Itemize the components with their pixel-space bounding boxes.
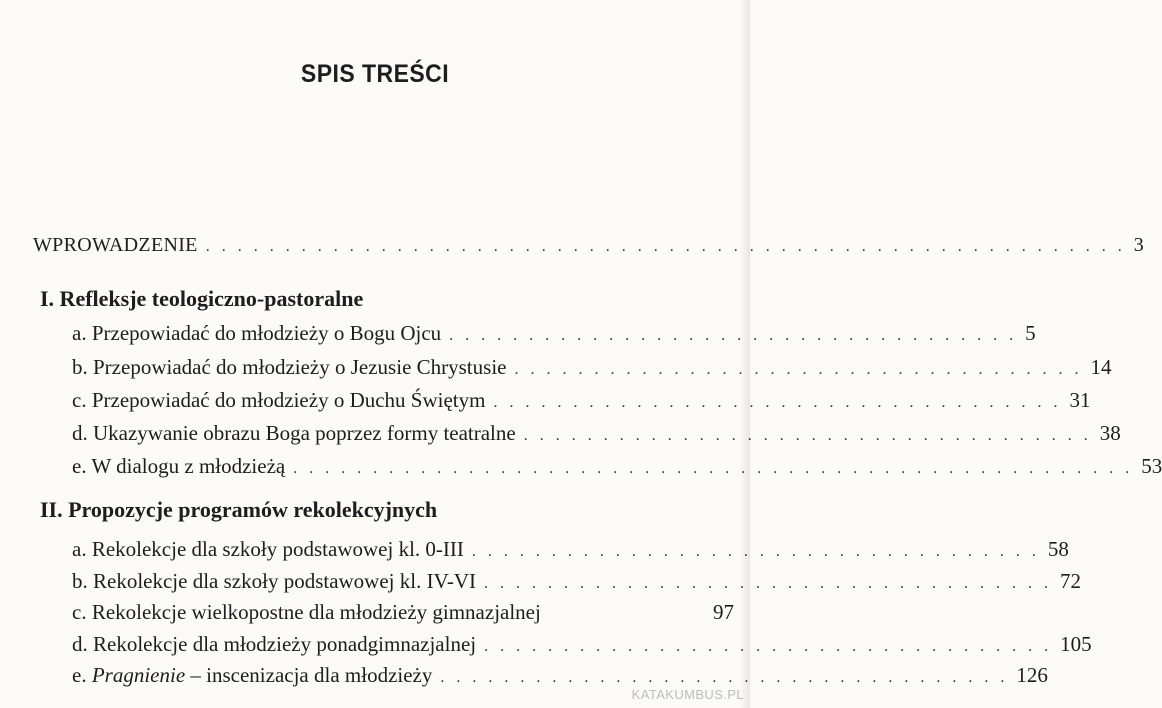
toc-entry[interactable] [72,454,1162,479]
toc-page-number: 105 [1060,632,1092,656]
dot-leader: . . . . . . . . . . . . . . . . . . . . . . . . . . . . . . . . . . . . [483,575,1052,592]
toc-page-number: 126 [1016,663,1048,687]
dot-leader: . . . . . . . . . . . . . . . . . . . . . . . . . . . . . . . . . . . . [523,427,1092,444]
section-heading-2: II. Propozycje programów rekolekcyjnych [40,497,438,522]
entry-suffix: – inscenizacja dla młodzieży [185,663,433,687]
toc-page-number: 58 [1047,537,1069,561]
toc-entry-label: a. Przepowiadać do młodzieży o Bogu Ojcu [72,321,442,345]
toc-entry[interactable] [72,388,1091,413]
toc-entry[interactable] [72,632,1092,657]
toc-page-number: 72 [1059,569,1081,593]
page-edge-shadow [740,0,750,708]
dot-leader: . . . . . . . . . . . . . . . . . . . . . . . . . . . . . . . . . . . . [493,394,1062,411]
toc-entry[interactable] [72,355,1112,380]
toc-entry-label: d. Rekolekcje dla młodzieży ponadgimnazjalnej [72,632,477,656]
dot-leader: . . . . . . . . . . . . . . . . . . . . . . . . . . . . . . . . . . . . . . . . . . . . . . . . . . . . . [293,460,1134,477]
toc-entry-label: d. Ukazywanie obrazu Boga poprzez formy teatralne [72,421,516,445]
dot-leader: . . . . . . . . . . . . . . . . . . . . . . . . . . . . . . . . . . . . . . . . . . . . . . . . . . . . . . . . . . [205,238,1126,255]
entry-prefix: e. [72,663,92,687]
toc-entry-label: e. W dialogu z młodzieżą [72,454,286,478]
toc-entry-label: b. Przepowiadać do młodzieży o Jezusie Chrystusie [72,355,507,379]
section-heading-1: I. Refleksje teologiczno-pastoralne [40,286,364,311]
toc-entry-label: c. Przepowiadać do młodzieży o Duchu Świętym [72,388,486,412]
entry-italic-title: Pragnienie [91,663,186,687]
toc-entry-label: b. Rekolekcje dla szkoły podstawowej kl. IV-VI [72,569,476,593]
dot-leader: . . . . . . . . . . . . . . . . . . . . . . . . . . . . . . . . . . . . [471,543,1040,560]
toc-entry-label [72,663,432,688]
toc-entry[interactable] [72,663,1048,688]
toc-page-number: 5 [1025,321,1036,345]
toc-entry-label: c. Rekolekcje wielkopostne dla młodzieży gimnazjalnej [72,600,541,624]
dot-leader: . . . . . . . . . . . . . . . . . . . . . . . . . . . . . . . . . . . . [514,361,1083,378]
toc-page-number: 53 [1141,454,1162,478]
page-title: SPIS TREŚCI [300,60,450,88]
toc-entry-label: a. Rekolekcje dla szkoły podstawowej kl. 0-III [72,537,464,561]
toc-entry[interactable] [72,537,1069,562]
watermark: KATAKUMBUS.PL [631,687,744,702]
toc-page-number: 31 [1069,388,1091,412]
toc-page-number: 97 [713,600,734,624]
toc-entry[interactable] [72,600,734,625]
dot-leader: . . . . . . . . . . . . . . . . . . . . . . . . . . . . . . . . . . . . [440,669,1009,686]
dot-leader: . . . . . . . . . . . . . . . . . . . . . . . . . . . . . . . . . . . . [484,638,1053,655]
toc-page-number: 3 [1133,234,1144,256]
toc-page-number: 14 [1090,355,1112,379]
toc-entry[interactable] [72,321,1036,346]
toc-entry-label: WPROWADZENIE [33,234,198,256]
dot-leader: . . . . . . . . . . . . . . . . . . . . . . . . . . . . . . . . . . . . [449,327,1018,344]
toc-page-number: 38 [1099,421,1121,445]
toc-entry-introduction[interactable] [33,234,1144,257]
toc-entry[interactable] [72,421,1121,446]
toc-entry[interactable] [72,569,1081,594]
